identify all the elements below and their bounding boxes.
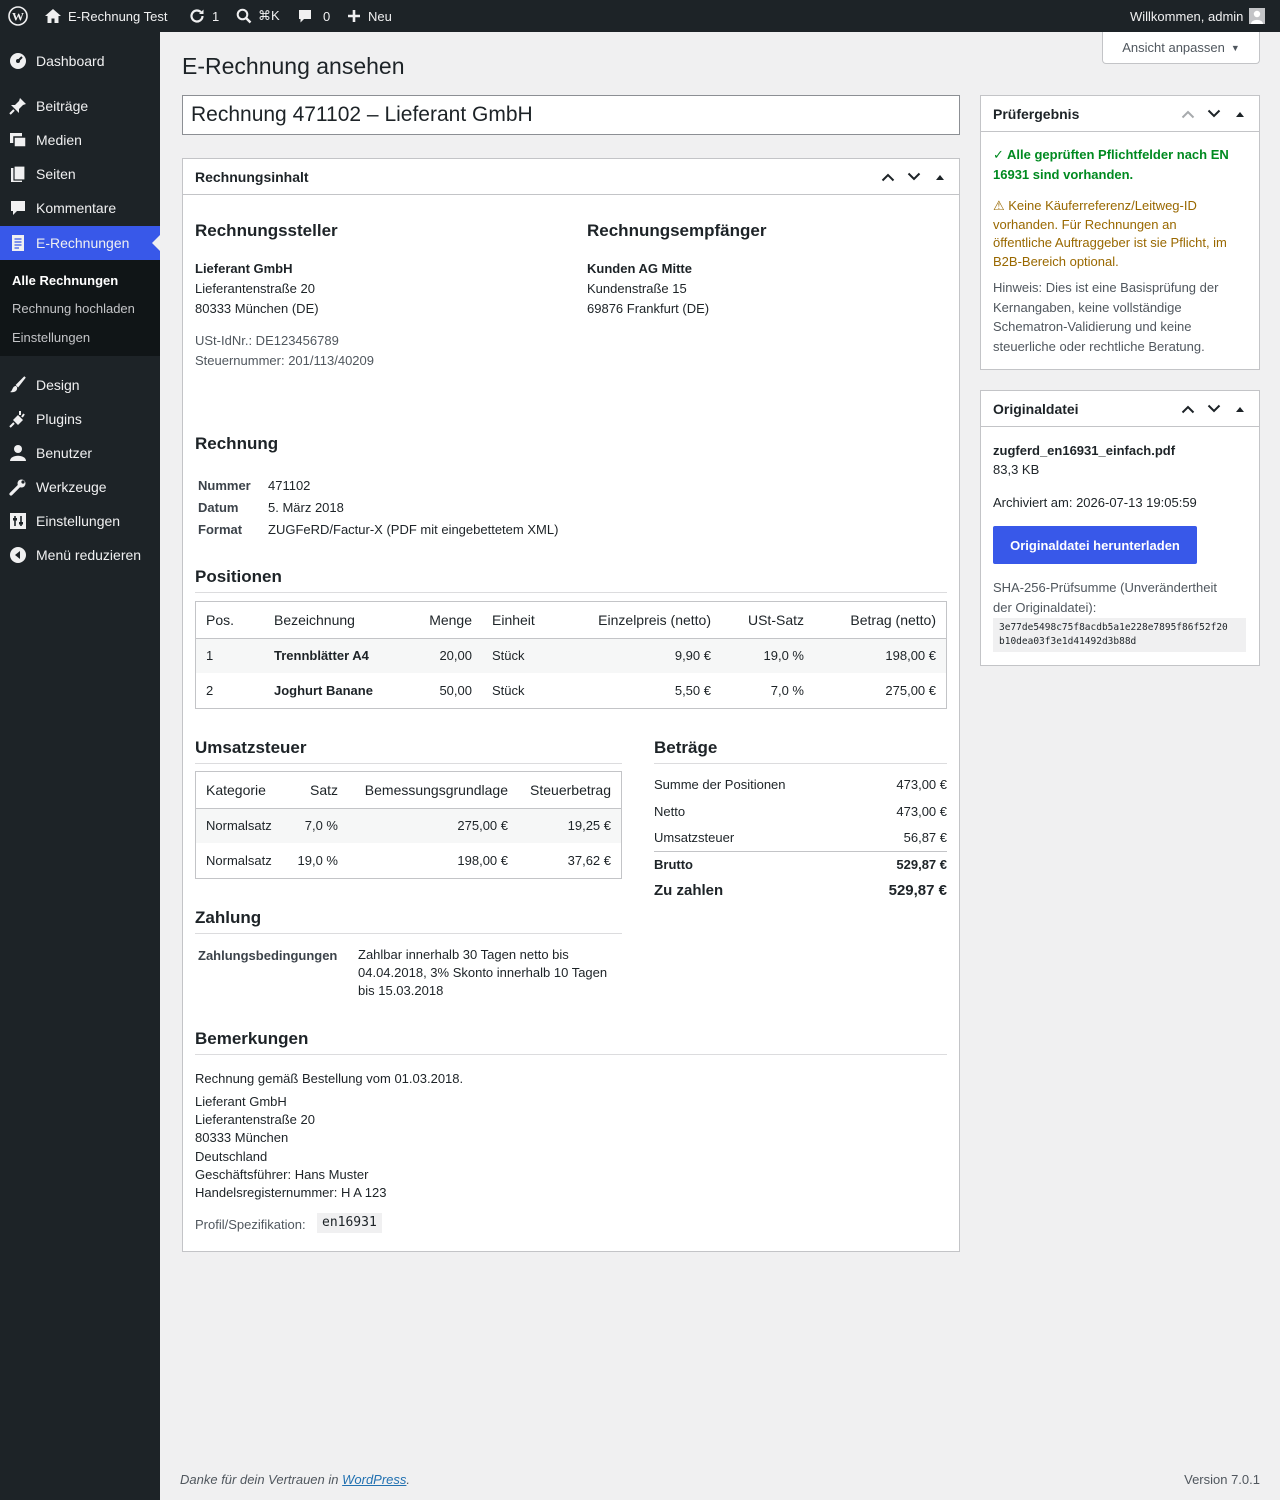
- cell-description: Trennblätter A4: [264, 638, 408, 673]
- screen-options-button[interactable]: [1102, 32, 1260, 64]
- payment-terms-line: 04.04.2018, 3% Skonto innerhalb 10 Tagen: [358, 965, 608, 980]
- totals-row: [654, 830, 947, 845]
- table-row: [196, 808, 621, 843]
- seller-vat-id: USt-IdNr.: DE123456789: [195, 333, 339, 348]
- move-down-icon[interactable]: [1201, 96, 1227, 132]
- move-down-icon[interactable]: [901, 159, 927, 195]
- buyer-street: Kundenstraße 15: [587, 281, 687, 296]
- submenu-e-rechnungen: [0, 260, 160, 356]
- divider: [195, 1054, 947, 1055]
- comments-link[interactable]: [297, 0, 330, 32]
- brush-icon: [8, 375, 28, 395]
- totals-row: [654, 804, 947, 819]
- comments-count: 0: [323, 8, 331, 24]
- sidebar-item-pages[interactable]: [0, 157, 160, 191]
- post-title-field[interactable]: [182, 95, 960, 135]
- divider: [654, 763, 947, 764]
- totals-value: 529,87 €: [896, 857, 947, 872]
- collapse-menu-button[interactable]: [0, 538, 160, 572]
- check-note-line: Schematron-Validierung und keine: [993, 319, 1192, 334]
- original-file-box: [980, 390, 1260, 666]
- check-note-line: Hinweis: Dies ist eine Basisprüfung der: [993, 280, 1219, 295]
- site-name: E-Rechnung Test: [68, 8, 168, 24]
- totals-value: 473,00 €: [896, 777, 947, 792]
- cell-rate: 7,0 %: [284, 808, 348, 843]
- admin-sidebar: [0, 32, 160, 1500]
- toggle-panel-icon[interactable]: [1227, 391, 1253, 427]
- sidebar-item-posts[interactable]: [0, 89, 160, 123]
- check-warning-line: B2B-Bereich optional.: [993, 254, 1119, 269]
- table-row: [196, 843, 621, 878]
- payment-terms-line: bis 15.03.2018: [358, 983, 444, 998]
- check-warning-line: vorhanden. Für Rechnungen an: [993, 217, 1177, 232]
- updates-link[interactable]: [188, 0, 219, 32]
- admin-bar: [0, 0, 1280, 32]
- sidebar-item-comments[interactable]: [0, 191, 160, 225]
- home-icon: [44, 8, 62, 24]
- sidebar-item-design[interactable]: [0, 368, 160, 402]
- col-pos: Pos.: [196, 602, 264, 638]
- col-unit: Einheit: [482, 602, 562, 638]
- comments-icon: [8, 198, 28, 218]
- wordpress-link[interactable]: WordPress: [342, 1472, 407, 1487]
- plus-icon: [346, 8, 362, 24]
- col-rate: Satz: [284, 772, 348, 808]
- caret-down-icon: ▼: [1230, 42, 1240, 53]
- move-up-icon[interactable]: [1175, 96, 1201, 132]
- submenu-item-all-invoices[interactable]: Alle Rechnungen: [12, 273, 119, 288]
- cell-amount: 275,00 €: [885, 683, 936, 698]
- invoice-number-label: Nummer: [198, 478, 251, 493]
- invoice-content-box: [182, 158, 960, 1252]
- cell-description: Joghurt Banane: [274, 683, 373, 698]
- box-title: Originaldatei: [993, 400, 1079, 417]
- buyer-heading: Rechnungsempfänger: [587, 221, 767, 240]
- divider: [195, 592, 947, 593]
- check-warning-line: ⚠ Keine Käuferreferenz/Leitweg-ID: [993, 198, 1197, 213]
- sidebar-item-label: Dashboard: [36, 53, 105, 69]
- totals-label: Summe der Positionen: [654, 777, 786, 792]
- payment-terms-label: Zahlungsbedingungen: [198, 948, 338, 963]
- file-name: zugferd_en16931_einfach.pdf: [993, 443, 1176, 458]
- totals-label: Umsatzsteuer: [654, 830, 735, 845]
- totals-row-gross: [654, 857, 947, 872]
- payment-terms-line: Zahlbar innerhalb 30 Tagen netto bis: [358, 947, 569, 962]
- media-icon: [8, 130, 28, 150]
- cell-unit-price: 5,50 €: [674, 683, 711, 698]
- totals-label: Netto: [654, 804, 686, 819]
- divider: [195, 933, 622, 934]
- updates-count: 1: [212, 8, 220, 24]
- cell-unit: Stück: [482, 638, 562, 673]
- hash-code-block: [993, 618, 1246, 652]
- invoice-date-label: Datum: [198, 500, 239, 515]
- move-up-icon[interactable]: [1175, 391, 1201, 427]
- col-amount: Betrag (netto): [814, 602, 946, 638]
- notes-line: Geschäftsführer: Hans Muster: [195, 1167, 369, 1182]
- check-result-box: [980, 95, 1260, 370]
- col-unit-price: Einzelpreis (netto): [562, 602, 721, 638]
- submenu-item-upload[interactable]: Rechnung hochladen: [12, 301, 135, 316]
- cell-base: 275,00 €: [348, 808, 518, 843]
- vat-heading: Umsatzsteuer: [195, 738, 307, 757]
- cell-unit: Stück: [492, 683, 525, 698]
- archived-date: Archiviert am: 2026-07-13 19:05:59: [993, 495, 1197, 510]
- totals-value: 473,00 €: [896, 804, 947, 819]
- seller-street: Lieferantenstraße 20: [195, 281, 315, 296]
- cell-quantity: 20,00: [408, 638, 482, 673]
- plugin-icon: [8, 409, 28, 429]
- cell-rate: 19,0 %: [297, 853, 338, 868]
- sidebar-item-users[interactable]: [0, 436, 160, 470]
- cell-pos: 2: [206, 683, 214, 698]
- welcome-text: Willkommen, admin: [1130, 8, 1244, 24]
- check-success-line: 16931 sind vorhanden.: [993, 167, 1134, 182]
- cell-tax-amount: 37,62 €: [567, 853, 611, 868]
- check-note-line: steuerliche oder rechtliche Beratung.: [993, 339, 1205, 354]
- sidebar-item-label: Menü reduzieren: [36, 547, 142, 563]
- invoice-icon: [8, 233, 28, 253]
- totals-value: 529,87 €: [888, 882, 947, 899]
- seller-city: 80333 München (DE): [195, 301, 319, 316]
- refresh-icon: [188, 7, 206, 25]
- notes-line: Lieferantenstraße 20: [195, 1112, 315, 1127]
- cell-category: Normalsatz: [206, 853, 272, 868]
- site-name-link[interactable]: [44, 0, 168, 32]
- cell-pos: 1: [196, 638, 264, 673]
- invoice-date-value: 5. März 2018: [268, 500, 344, 515]
- cell-unit-price: 9,90 €: [562, 638, 721, 673]
- positions-heading: Positionen: [195, 567, 282, 586]
- new-label: Neu: [368, 8, 392, 24]
- search-shortcut: ⌘K: [258, 8, 280, 23]
- download-original-button[interactable]: Originaldatei herunterladen: [993, 526, 1197, 564]
- sidebar-item-label: Design: [36, 377, 80, 393]
- table-row: [196, 638, 946, 673]
- totals-value: 56,87 €: [903, 830, 947, 845]
- pages-icon: [8, 164, 28, 184]
- sidebar-item-label: Einstellungen: [36, 513, 121, 529]
- cell-vat-rate: 7,0 %: [770, 683, 804, 698]
- current-menu-arrow: [152, 235, 160, 251]
- totals-label: Zu zahlen: [654, 882, 724, 899]
- svg-text:W: W: [12, 9, 24, 24]
- box-title: Rechnungsinhalt: [195, 168, 309, 185]
- sidebar-item-media[interactable]: [0, 123, 160, 157]
- sidebar-item-label: Beiträge: [36, 98, 89, 114]
- cell-amount: 198,00 €: [814, 638, 946, 673]
- comment-icon: [297, 8, 313, 24]
- cell-tax-amount: 19,25 €: [518, 808, 621, 843]
- divider: [195, 763, 622, 764]
- settings-icon: [8, 511, 28, 531]
- notes-line: Handelsregisternummer: H A 123: [195, 1185, 387, 1200]
- check-result-header: [981, 96, 1259, 132]
- cell-category: Normalsatz: [196, 808, 284, 843]
- original-file-header: [981, 391, 1259, 427]
- check-warning-line: öffentliche Auftraggeber ist sie Pflicht, im: [993, 235, 1227, 250]
- footer-version: Version 7.0.1: [1184, 1472, 1260, 1487]
- sidebar-item-label: Seiten: [36, 166, 76, 182]
- user-icon: [8, 443, 28, 463]
- post-title-text: Rechnung 471102 – Lieferant GmbH: [191, 103, 533, 126]
- notes-first-line: Rechnung gemäß Bestellung vom 01.03.2018.: [195, 1071, 464, 1086]
- sidebar-item-label: Kommentare: [36, 200, 117, 216]
- collapse-icon: [8, 545, 28, 565]
- toggle-panel-icon[interactable]: [927, 159, 953, 195]
- wrench-icon: [8, 477, 28, 497]
- wordpress-logo-icon[interactable]: [8, 0, 28, 32]
- new-content-link[interactable]: [346, 0, 392, 32]
- file-size: 83,3 KB: [993, 462, 1040, 477]
- invoice-format-value: ZUGFeRD/Factur-X (PDF mit eingebettetem XML): [268, 522, 559, 537]
- vat-table: [195, 771, 622, 879]
- seller-name: Lieferant GmbH: [195, 261, 293, 276]
- notes-line: 80333 München: [195, 1130, 289, 1145]
- hash-line: 3e77de5498c75f8acdb5a1e228e7895f86f52f20: [999, 622, 1228, 633]
- move-up-icon[interactable]: [875, 159, 901, 195]
- totals-row: [654, 777, 947, 792]
- sidebar-item-e-rechnungen[interactable]: [0, 226, 160, 260]
- sidebar-item-plugins[interactable]: [0, 402, 160, 436]
- dashboard-icon: [8, 51, 28, 71]
- cell-vat-rate: 19,0 %: [721, 638, 814, 673]
- search-icon: [236, 8, 252, 24]
- search-link[interactable]: [236, 0, 280, 32]
- hash-line: b10dea03f3e1d41492d3b88d: [999, 636, 1137, 647]
- invoice-content-header: [183, 159, 959, 195]
- toggle-panel-icon[interactable]: [1227, 96, 1253, 132]
- totals-list: [654, 763, 947, 913]
- profile-value: en16931: [317, 1213, 382, 1233]
- sidebar-item-settings[interactable]: [0, 504, 160, 538]
- sidebar-item-label: Benutzer: [36, 445, 93, 461]
- page-title: E-Rechnung ansehen: [182, 53, 405, 79]
- move-down-icon[interactable]: [1201, 391, 1227, 427]
- col-tax-amount: Steuerbetrag: [518, 772, 621, 808]
- check-note-line: Kernangaben, keine vollständige: [993, 300, 1182, 315]
- hash-label-line: der Originaldatei):: [993, 600, 1097, 615]
- seller-heading: Rechnungssteller: [195, 221, 338, 240]
- cell-quantity: 50,00: [439, 683, 472, 698]
- sidebar-item-label: Plugins: [36, 411, 82, 427]
- submenu-item-settings[interactable]: Einstellungen: [12, 330, 91, 345]
- sidebar-item-label: Medien: [36, 132, 82, 148]
- sidebar-item-dashboard[interactable]: [0, 44, 160, 78]
- totals-label: Brutto: [654, 857, 693, 872]
- avatar: [1249, 8, 1265, 24]
- divider: [654, 851, 947, 852]
- notes-heading: Bemerkungen: [195, 1029, 309, 1048]
- invoice-heading: Rechnung: [195, 434, 279, 453]
- col-quantity: Menge: [408, 602, 482, 638]
- payment-heading: Zahlung: [195, 908, 262, 927]
- cell-base: 198,00 €: [457, 853, 508, 868]
- screen-options-label: Ansicht anpassen: [1122, 40, 1225, 55]
- col-vat-rate: USt-Satz: [721, 602, 814, 638]
- totals-heading: Beträge: [654, 738, 718, 757]
- box-title: Prüfergebnis: [993, 105, 1080, 122]
- account-link[interactable]: [1130, 0, 1265, 32]
- positions-table: [195, 601, 947, 709]
- col-category: Kategorie: [196, 772, 284, 808]
- sidebar-item-label: E-Rechnungen: [36, 235, 130, 251]
- notes-line: Deutschland: [195, 1149, 268, 1164]
- footer-thanks-suffix: .: [406, 1472, 411, 1487]
- pin-icon: [8, 96, 28, 116]
- invoice-number-value: 471102: [268, 478, 311, 493]
- notes-line: Lieferant GmbH: [195, 1094, 287, 1109]
- buyer-name: Kunden AG Mitte: [587, 261, 692, 276]
- sidebar-item-label: Werkzeuge: [36, 479, 107, 495]
- totals-row-due: [654, 882, 947, 899]
- col-base: Bemessungsgrundlage: [348, 772, 518, 808]
- sidebar-item-tools[interactable]: [0, 470, 160, 504]
- buyer-city: 69876 Frankfurt (DE): [587, 301, 710, 316]
- footer-thanks: [180, 1472, 410, 1487]
- check-success-line: ✓ Alle geprüften Pflichtfelder nach EN: [993, 147, 1229, 162]
- table-row: [196, 673, 946, 708]
- invoice-format-label: Format: [198, 522, 243, 537]
- footer-thanks-text: Danke für dein Vertrauen in: [180, 1472, 343, 1487]
- col-description: Bezeichnung: [264, 602, 408, 638]
- hash-label-line: SHA-256-Prüfsumme (Unverändertheit: [993, 580, 1217, 595]
- seller-tax-number: Steuernummer: 201/113/40209: [195, 353, 374, 368]
- profile-label: Profil/Spezifikation:: [195, 1217, 306, 1232]
